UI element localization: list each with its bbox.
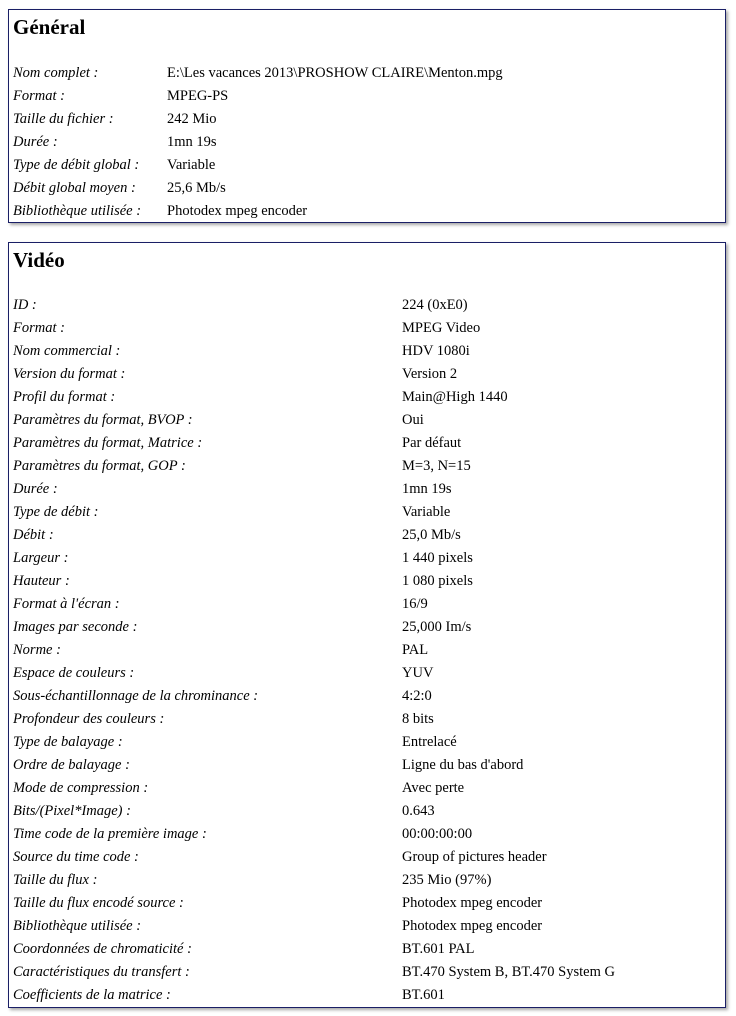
property-label: Taille du flux : xyxy=(13,872,98,888)
property-label: Paramètres du format, Matrice : xyxy=(13,435,203,451)
property-row xyxy=(13,455,721,478)
property-label: Profil du format : xyxy=(13,389,116,405)
property-value: BT.601 xyxy=(402,987,445,1003)
property-label: Type de balayage : xyxy=(13,734,123,750)
property-row xyxy=(13,524,721,547)
property-label: Images par seconde : xyxy=(13,619,138,635)
video-section-title: Vidéo xyxy=(13,248,65,272)
property-row xyxy=(13,639,721,662)
property-row xyxy=(13,685,721,708)
property-row xyxy=(13,846,721,869)
property-row xyxy=(13,154,721,177)
property-label: ID : xyxy=(13,297,37,313)
property-row xyxy=(13,777,721,800)
property-value: 235 Mio (97%) xyxy=(402,872,492,888)
property-label: Sous-échantillonnage de la chrominance : xyxy=(13,688,259,704)
property-value: Photodex mpeg encoder xyxy=(167,203,308,219)
property-label: Profondeur des couleurs : xyxy=(13,711,165,727)
property-row xyxy=(13,984,721,1007)
property-row xyxy=(13,317,721,340)
property-value: 16/9 xyxy=(402,596,428,612)
property-row xyxy=(13,386,721,409)
property-value: Main@High 1440 xyxy=(402,389,508,405)
property-value: HDV 1080i xyxy=(402,343,470,359)
property-row xyxy=(13,200,721,223)
property-value: 1mn 19s xyxy=(402,481,452,497)
property-row xyxy=(13,478,721,501)
property-row xyxy=(13,915,721,938)
property-row xyxy=(13,432,721,455)
property-row xyxy=(13,869,721,892)
property-value: Version 2 xyxy=(402,366,458,382)
property-label: Type de débit : xyxy=(13,504,99,520)
property-row xyxy=(13,340,721,363)
property-row xyxy=(13,294,721,317)
property-value: 25,0 Mb/s xyxy=(402,527,461,543)
property-label: Norme : xyxy=(13,642,61,658)
property-value: Variable xyxy=(167,157,216,173)
property-value: MPEG Video xyxy=(402,320,481,336)
property-row xyxy=(13,108,721,131)
property-row xyxy=(13,961,721,984)
property-label: Bibliothèque utilisée : xyxy=(13,203,142,219)
property-row xyxy=(13,409,721,432)
property-label: Coefficients de la matrice : xyxy=(13,987,171,1003)
property-label: Taille du flux encodé source : xyxy=(13,895,184,911)
property-label: Coordonnées de chromaticité : xyxy=(13,941,192,957)
property-value: 25,000 Im/s xyxy=(402,619,472,635)
property-label: Durée : xyxy=(13,134,58,150)
video-section xyxy=(8,242,726,1008)
property-label: Bits/(Pixel*Image) : xyxy=(13,803,131,819)
general-section-title: Général xyxy=(13,15,86,39)
property-value: 1 080 pixels xyxy=(402,573,473,589)
property-value: E:\Les vacances 2013\PROSHOW CLAIRE\Menton.mpg xyxy=(167,65,503,81)
property-label: Nom complet : xyxy=(13,65,99,81)
property-value: Oui xyxy=(402,412,424,428)
property-row xyxy=(13,800,721,823)
property-value: MPEG-PS xyxy=(167,88,229,104)
property-label: Bibliothèque utilisée : xyxy=(13,918,142,934)
property-value: Ligne du bas d'abord xyxy=(402,757,524,773)
property-label: Time code de la première image : xyxy=(13,826,207,842)
property-label: Caractéristiques du transfert : xyxy=(13,964,190,980)
property-row xyxy=(13,547,721,570)
property-value: Photodex mpeg encoder xyxy=(402,918,543,934)
property-label: Mode de compression : xyxy=(13,780,149,796)
property-value: Par défaut xyxy=(402,435,462,451)
property-label: Espace de couleurs : xyxy=(13,665,135,681)
property-value: Group of pictures header xyxy=(402,849,547,865)
property-label: Version du format : xyxy=(13,366,126,382)
property-value: 224 (0xE0) xyxy=(402,297,468,313)
property-label: Paramètres du format, GOP : xyxy=(13,458,186,474)
property-value: M=3, N=15 xyxy=(402,458,471,474)
property-row xyxy=(13,593,721,616)
property-row xyxy=(13,131,721,154)
property-value: 25,6 Mb/s xyxy=(167,180,226,196)
property-value: PAL xyxy=(402,642,429,658)
property-label: Format : xyxy=(13,88,65,104)
property-value: Avec perte xyxy=(402,780,465,796)
property-label: Hauteur : xyxy=(13,573,70,589)
property-value: 1 440 pixels xyxy=(402,550,473,566)
property-row xyxy=(13,177,721,200)
property-row xyxy=(13,85,721,108)
property-label: Format à l'écran : xyxy=(13,596,120,612)
property-label: Nom commercial : xyxy=(13,343,121,359)
property-label: Durée : xyxy=(13,481,58,497)
property-row xyxy=(13,754,721,777)
property-value: 242 Mio xyxy=(167,111,217,127)
property-row xyxy=(13,892,721,915)
property-row xyxy=(13,731,721,754)
property-row xyxy=(13,363,721,386)
property-row xyxy=(13,662,721,685)
general-property-list xyxy=(13,62,721,223)
property-label: Débit global moyen : xyxy=(13,180,136,196)
property-label: Taille du fichier : xyxy=(13,111,114,127)
property-value: 1mn 19s xyxy=(167,134,217,150)
property-row xyxy=(13,570,721,593)
property-row xyxy=(13,938,721,961)
property-label: Type de débit global : xyxy=(13,157,140,173)
property-value: 4:2:0 xyxy=(402,688,432,704)
property-value: BT.601 PAL xyxy=(402,941,475,957)
property-value: Photodex mpeg encoder xyxy=(402,895,543,911)
property-value: 00:00:00:00 xyxy=(402,826,473,842)
property-value: 8 bits xyxy=(402,711,434,727)
property-row xyxy=(13,616,721,639)
property-row xyxy=(13,501,721,524)
property-row xyxy=(13,62,721,85)
property-value: Variable xyxy=(402,504,451,520)
video-property-list xyxy=(13,294,721,1007)
property-label: Ordre de balayage : xyxy=(13,757,130,773)
property-label: Source du time code : xyxy=(13,849,139,865)
property-row xyxy=(13,708,721,731)
property-label: Débit : xyxy=(13,527,54,543)
general-section xyxy=(8,9,726,223)
property-value: BT.470 System B, BT.470 System G xyxy=(402,964,615,980)
property-label: Format : xyxy=(13,320,65,336)
property-value: Entrelacé xyxy=(402,734,457,750)
property-label: Paramètres du format, BVOP : xyxy=(13,412,193,428)
property-value: 0.643 xyxy=(402,803,435,819)
property-row xyxy=(13,823,721,846)
property-value: YUV xyxy=(402,665,434,681)
property-label: Largeur : xyxy=(13,550,69,566)
